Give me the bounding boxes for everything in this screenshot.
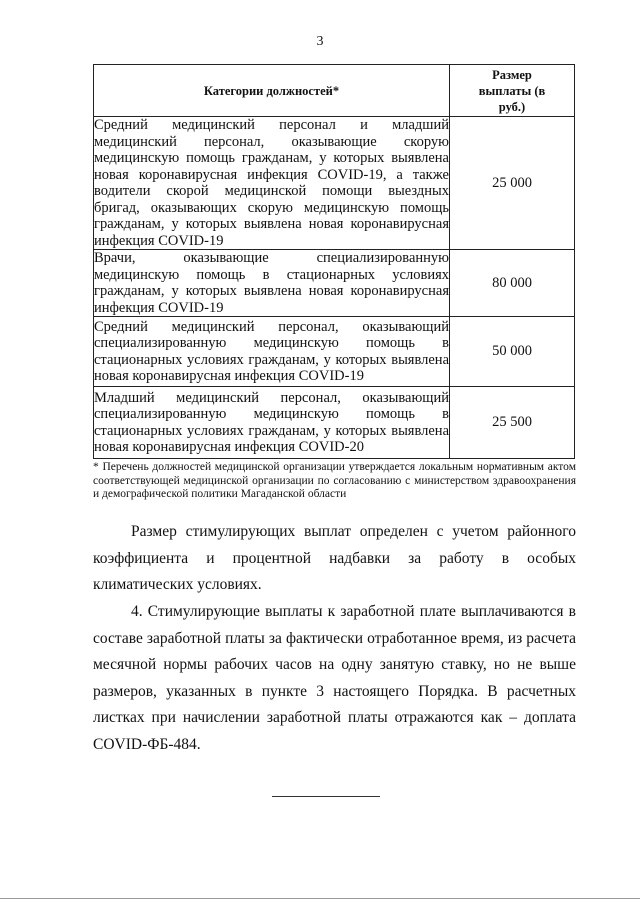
row-category: Средний медицинский персонал и младший медицинский персонал, оказывающие скорую медицинскую помощь гражданам, у которых выявлена новая коронавирусная инфекция COVID-19, а также водители скорой медицинской помощи выездных бригад, оказывающих скорую медицинскую помощь гражданам, у которых выявлена новая коронавирусная инфекция COVID-19 <box>94 117 449 249</box>
header-amount <box>450 65 575 117</box>
page-number: 3 <box>316 34 324 49</box>
row-amount: 50 000 <box>450 317 575 387</box>
row-category: Младший медицинский персонал, оказывающий специализированную медицинскую помощь в стационарных условиях гражданам, у которых выявлена новая коронавирусная инфекция COVID-20 <box>94 387 450 459</box>
header-category: Категории должностей* <box>94 65 450 117</box>
table-row <box>94 317 575 387</box>
row-category: Врачи, оказывающие специализированную медицинскую помощь в стационарных условиях гражданам, у которых выявлена новая коронавирусная инфекция COVID-19 <box>94 250 449 316</box>
row-category: Средний медицинский персонал, оказывающий специализированную медицинскую помощь в стационарных условиях гражданам, у которых выявлена новая коронавирусная инфекция COVID-19 <box>94 317 450 387</box>
row-amount: 80 000 <box>450 250 575 317</box>
closing-rule <box>272 796 380 797</box>
row-amount: 25 500 <box>450 387 575 459</box>
payment-table <box>93 64 575 459</box>
table-row <box>94 250 575 317</box>
table-header-row <box>94 65 575 117</box>
table-footnote: * Перечень должностей медицинской организации утверждается локальным нормативным актом соответствующей медицинской организации по согласованию с министерством здравоохранения и демографической политики Магаданской области <box>93 461 576 500</box>
row-amount: 25 000 <box>450 117 575 250</box>
paragraph-coefficient: Размер стимулирующих выплат определен с учетом районного коэффициента и процентной надбавки за работу в особых климатических условиях. <box>93 523 576 593</box>
table-row <box>94 387 575 459</box>
paragraph-item-4: 4. Стимулирующие выплаты к заработной плате выплачиваются в составе заработной платы за фактически отработанное время, из расчета месячной нормы рабочих часов на одну занятую ставку, но не выше размеров, указанных в пункте 3 настоящего Порядка. В расчетных листках при начислении заработной платы отражаются как – доплата COVID-ФБ-484. <box>93 603 576 753</box>
header-amount-text: Размер выплаты (в руб.) <box>478 67 546 114</box>
table-row <box>94 117 575 250</box>
scan-bottom-edge <box>0 898 640 905</box>
